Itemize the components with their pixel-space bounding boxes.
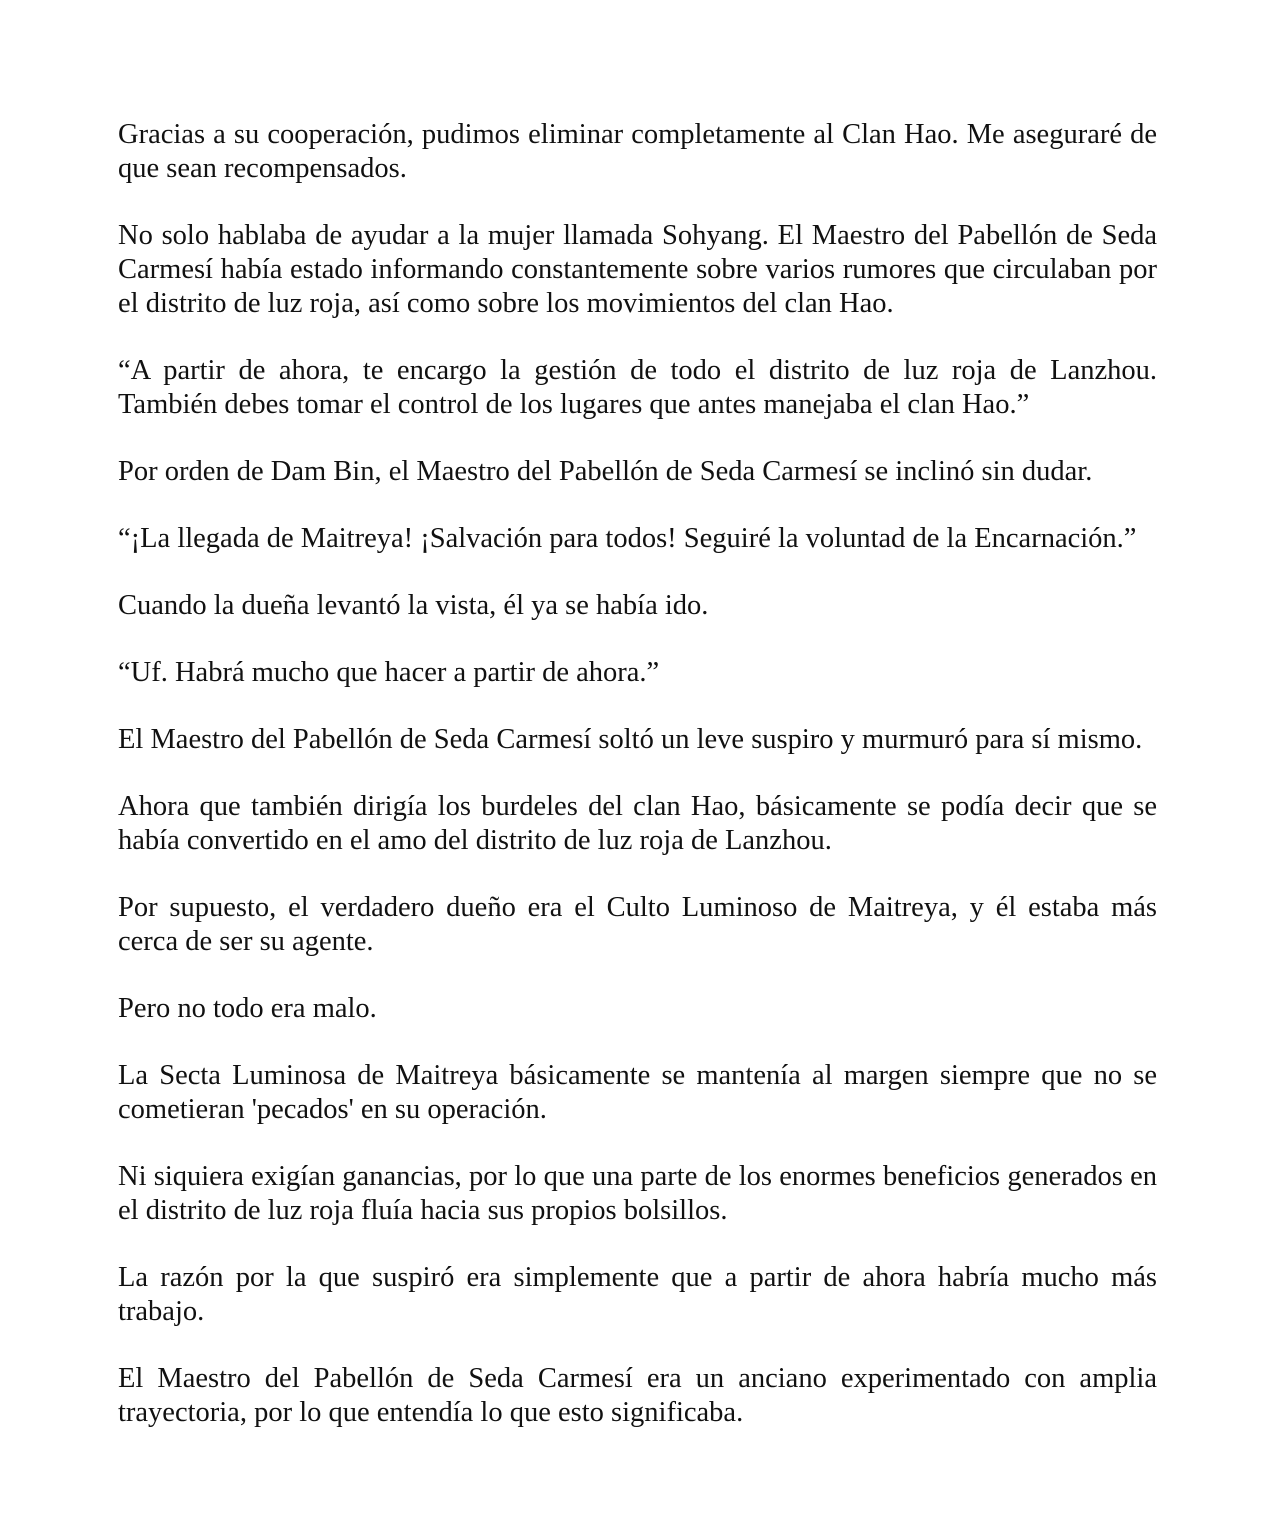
document-page bbox=[118, 118, 1157, 1463]
paragraph: No solo hablaba de ayudar a la mujer llamada Sohyang. El Maestro del Pabellón de Seda Carmesí había estado informando constantemente sobre varios rumores que circulaban por el distrito de luz roja, así como sobre los movimientos del clan Hao. bbox=[118, 220, 1157, 319]
paragraph: “A partir de ahora, te encargo la gestión de todo el distrito de luz roja de Lanzhou. También debes tomar el control de los lugares que antes manejaba el clan Hao.” bbox=[118, 355, 1157, 420]
paragraph: La Secta Luminosa de Maitreya básicamente se mantenía al margen siempre que no se cometieran 'pecados' en su operación. bbox=[118, 1060, 1157, 1125]
paragraph: Pero no todo era malo. bbox=[118, 993, 377, 1024]
paragraph: “Uf. Habrá mucho que hacer a partir de ahora.” bbox=[118, 657, 660, 688]
paragraph: El Maestro del Pabellón de Seda Carmesí era un anciano experimentado con amplia trayectoria, por lo que entendía lo que esto significaba. bbox=[118, 1363, 1157, 1428]
paragraph: “¡La llegada de Maitreya! ¡Salvación para todos! Seguiré la voluntad de la Encarnación.” bbox=[118, 523, 1137, 554]
paragraph: Ni siquiera exigían ganancias, por lo que una parte de los enormes beneficios generados en el distrito de luz roja fluía hacia sus propios bolsillos. bbox=[118, 1161, 1157, 1226]
paragraph: El Maestro del Pabellón de Seda Carmesí soltó un leve suspiro y murmuró para sí mismo. bbox=[118, 724, 1143, 755]
paragraph: Gracias a su cooperación, pudimos eliminar completamente al Clan Hao. Me aseguraré de que sean recompensados. bbox=[118, 119, 1157, 184]
paragraph: La razón por la que suspiró era simplemente que a partir de ahora habría mucho más trabajo. bbox=[118, 1262, 1157, 1327]
paragraph: Ahora que también dirigía los burdeles del clan Hao, básicamente se podía decir que se había convertido en el amo del distrito de luz roja de Lanzhou. bbox=[118, 791, 1157, 856]
paragraph: Por supuesto, el verdadero dueño era el Culto Luminoso de Maitreya, y él estaba más cerca de ser su agente. bbox=[118, 892, 1157, 957]
paragraph: Cuando la dueña levantó la vista, él ya se había ido. bbox=[118, 590, 709, 621]
paragraph: Por orden de Dam Bin, el Maestro del Pabellón de Seda Carmesí se inclinó sin dudar. bbox=[118, 456, 1093, 487]
